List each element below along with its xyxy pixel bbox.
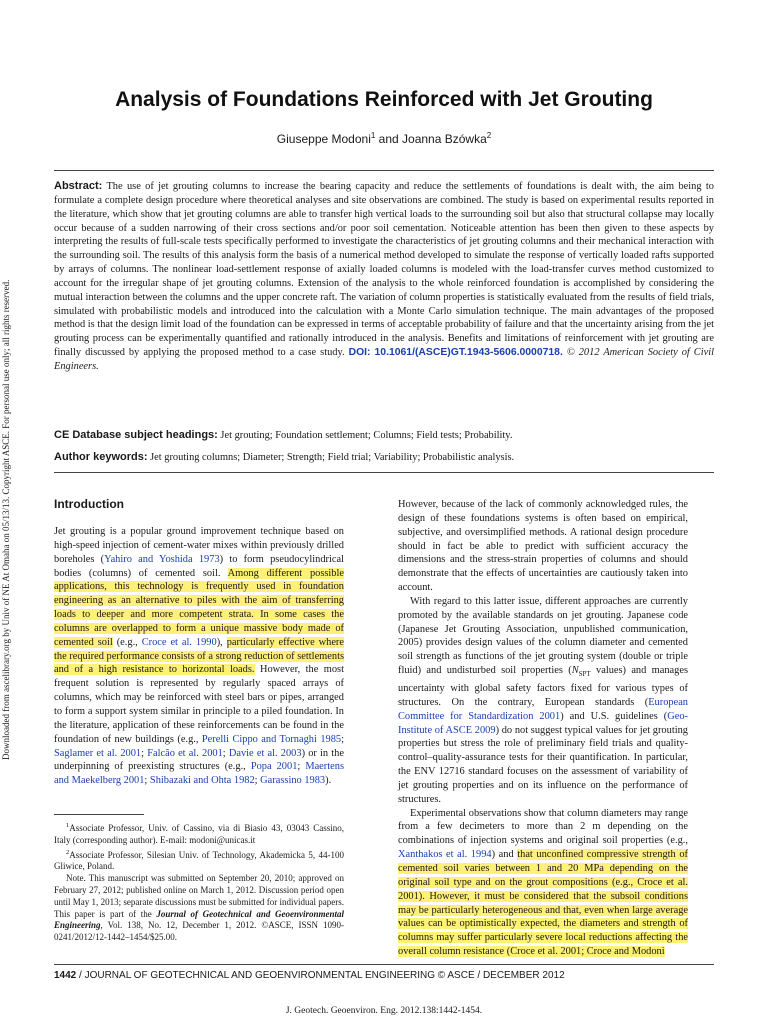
right-paragraph-1 [398,498,688,595]
author-keywords-label: Author keywords: [54,451,148,463]
footnote-2-text: Associate Professor, Silesian Univ. of Technology, Akademicka 5, 44-100 Gliwice, Poland. [54,849,344,872]
text-run: ) or in the underpinning of preexisting structures (e.g., [54,747,344,773]
highlighted-text: particularly effective where the required performance consists of a strong reduction of settlements and of a high resistance to horizontal loads. [54,636,344,676]
citation-link[interactable]: Garassino 1983 [260,775,326,787]
footnote-2-marker: 2 [66,848,70,856]
citation-link[interactable]: Saglamer et al. 2001 [54,747,142,759]
footnotes [54,820,344,944]
text-run: ) to form pseudocylindrical bodies (columns) of cemented soil. [54,553,344,579]
citation-link[interactable]: Davie et al. 2003 [228,747,302,759]
text-run: values) and manages uncertainty with global safety factors fixed for various types of structures. On the contrary, European standards ( [398,665,688,708]
author-keywords [54,450,714,465]
author-affiliation-1: 1 [370,131,376,140]
author-affiliation-2: 2 [486,131,492,140]
citation-link[interactable]: Popa 2001 [250,761,298,773]
footer-journal: / JOURNAL OF GEOTECHNICAL AND GEOENVIRONMENTAL ENGINEERING © ASCE / DECEMBER 2012 [76,970,565,981]
footnote-1 [54,820,344,847]
citation-link[interactable]: Perelli Cippo and Tornaghi 1985 [201,733,342,745]
note-text-pre: Note. This manuscript was submitted on September 20, 2010; approved on February 27, 2012; published online on March 1, 2012. Discussion period open until May 1, 2013; separate discussions must be submitted for individual papers. This paper is part of the [54,873,344,919]
text-run: ; [341,733,344,745]
citation-link[interactable]: Croce et al. 1990 [141,636,217,648]
citation-line: J. Geotech. Geoenviron. Eng. 2012.138:1442-1454. [285,1006,483,1016]
author-connector: and [375,132,403,146]
text-run: ), [216,636,227,648]
subject-headings-text: Jet grouting; Foundation settlement; Columns; Field tests; Probability. [217,430,513,441]
abstract-block [54,180,714,374]
introduction-heading: Introduction [54,497,124,511]
doi-link[interactable]: 10.1061/(ASCE)GT.1943-5606.0000718. [374,347,563,359]
footnote-rule [54,814,144,815]
text-run: ; [222,747,229,759]
text-run: However, the most frequent solution is represented by regularly spaced arrays of columns, which may be reinforced with steel bars or pipes, arranged to form a support system similar in principle to a piled foundation. In the literature, application of these reinforcements can be found in the foundation of new buildings (e.g., [54,664,344,745]
submission-note [54,873,344,944]
citation-link[interactable]: Maertens and Maekelberg 2001 [54,761,344,787]
text-run: SPT [578,670,591,679]
citation-link[interactable]: Geo-Institute of ASCE 2009 [398,710,688,736]
footer-rule [54,964,714,965]
text-run: ) do not suggest typical values for jet grouting properties but stress the role of preliminary field trials and quality-control–quality-assurance tests for their quantification. In particular, the ENV 12716 standard focuses on the assessment of variability of jet grouting properties and on its influence on the performance of structures. [398,724,688,805]
paper-title: Analysis of Foundations Reinforced with Jet Grouting [115,88,653,111]
text-run: ) and U.S. guidelines ( [560,710,668,722]
doi-label: DOI: [348,347,371,359]
right-paragraph-2 [398,595,688,807]
text-run: Experimental observations show that column diameters may range from a few decimeters to more than 2 m depending on the combinations of injection systems and original soil properties (e.g., [398,807,688,847]
text-run: ; [297,761,306,773]
abstract-label: Abstract: [54,180,103,192]
intro-paragraph-1 [54,525,344,788]
citation-link[interactable]: Yahiro and Yoshida 1973 [104,553,220,565]
text-run: ; [141,747,148,759]
page-number: 1442 [54,970,77,981]
author-bzowka: Joanna Bzówka [402,132,487,146]
authors-line [0,131,768,146]
abstract-copyright: © 2012 American Society of Civil Engineers. [54,347,714,372]
subject-headings-label: CE Database subject headings: [54,429,218,441]
text-run: Jet grouting is a popular ground improvement technique based on high-speed injection of cement-water mixes within previously drilled boreholes ( [54,526,344,565]
text-run: ) and [491,849,518,861]
text-run: N [571,665,579,677]
abstract-top-rule [54,170,714,171]
left-column [54,525,344,788]
text-run: ; [254,775,261,787]
right-paragraph-3 [398,807,688,959]
page-footer [54,970,714,981]
subject-headings [54,428,714,443]
citation-link[interactable]: Xanthakos et al. 1994 [398,849,492,861]
author-keywords-text: Jet grouting columns; Diameter; Strength; Field trial; Variability; Probabilistic analysis. [147,452,515,463]
footnote-1-text: Associate Professor, Univ. of Cassino, via di Biasio 43, 03043 Cassino, Italy (corresponding author). E-mail: modoni@unicas.it [54,823,344,845]
note-text-post: , Vol. 138, No. 12, December 1, 2012. ©ASCE, ISSN 1090-0241/2012/12-1442–1454/$25.00. [54,920,344,943]
author-modoni: Giuseppe Modoni [276,132,371,146]
footnote-1-marker: 1 [66,822,70,829]
highlighted-text: Among different possible applications, this technology is frequently used in foundation engineering as an alternative to piles with the aim of transferring loads to deeper and more competent strata. In some cases the columns are overlapped to form a unique massive body made of cemented soil [54,567,344,648]
citation-link[interactable]: Shibazaki and Ohta 1982 [149,775,255,787]
citation-link[interactable]: European Committee for Standardization 2001 [398,696,688,722]
highlighted-text: that unconfined compressive strength of cemented soil varies between 1 and 20 MPa depending on the original soil type and on the grout compositions (e.g., Croce et al. 2001). However, it must be considered that the subsoil conditions may be particularly heterogeneous and that, even when large average values can be optimistically expected, the diameters and strength of columns may suffer particularly severe local reductions affecting the overall column resistance (Croce et al. 2001; Croce and Modoni [398,849,688,958]
download-notice: Downloaded from ascelibrary.org by Univ of NE At Omaha on 05/13/13. Copyright ASCE. For personal use only; all rights reserved. [1,279,11,760]
text-run: (e.g., [112,636,142,648]
footnote-2 [54,847,344,874]
citation-link[interactable]: Falcão et al. 2001 [147,747,223,759]
text-run: ; [144,775,150,787]
text-run: However, because of the lack of commonly acknowledged rules, the design of these foundations systems is often based on empirical, subjective, and oversimplified methods. A rational design procedure should in fact be able to predict with sufficient accuracy the dimensions and the stress-strain properties of columns and should demonstrate that the effects of uncertainties are cautiously taken into account. [398,499,688,594]
right-column [398,498,688,959]
abstract-text: The use of jet grouting columns to increase the bearing capacity and reduce the settlements of foundations is dealt with, the aim being to formulate a complete design procedure where theoretical analyses and site observations are combined. The study is based on experimental results reported in the literature, which show that jet grouting columns are able to transfer high vertical loads to the surrounding soil but also that structural collapse may locally occur because of a sudden narrowing of their cross sections and/or poor soil cementation. Noticeable attention has been then given to these aspects by interpreting the results of full-scale tests specifically performed to investigate the characteristics of jet grouting columns and their mechanical interaction with the surrounding soil. The results of this analysis form the basis of a numerical method developed to simulate the response of vertically loaded rafts supported by arrays of columns. The nonlinear load-settlement response of axially loaded columns is modeled with the load-transfer curves method customized to account for the irregular shape of jet grouting columns. Extension of the analysis to the whole reinforced foundation is accomplished by considering the mutual interaction between the columns and the upper concrete raft. The variation of column properties is statistically evaluated from the results of field trials, simulated with probabilistic models and introduced into the calculation with a Monte Carlo simulation technique. The main advantages of the proposed method is that the design limit load of the foundation can be expressed in terms of acceptable probability of failure and that the uncertainty arising from the jet grouting process can be experimentally quantified and rationally introduced in the analysis. Benefits and limitations of reinforcement with jet grouting are finally discussed by applying the proposed method to a case study. [54,181,714,359]
text-run: ). [325,775,332,787]
journal-name: Journal of Geotechnical and Geoenvironmental Engineering [54,908,344,931]
abstract-bottom-rule [54,472,714,473]
text-run: With regard to this latter issue, different approaches are currently promoted by the available standards on jet grouting. Japanese code (Japanese Jet Grouting Association, unpublished communication, 2005) provides design values of the column diameter and cemented soil strength as functions of the jet grouting system (double or triple fluid) and undisturbed soil properties ( [398,595,688,677]
